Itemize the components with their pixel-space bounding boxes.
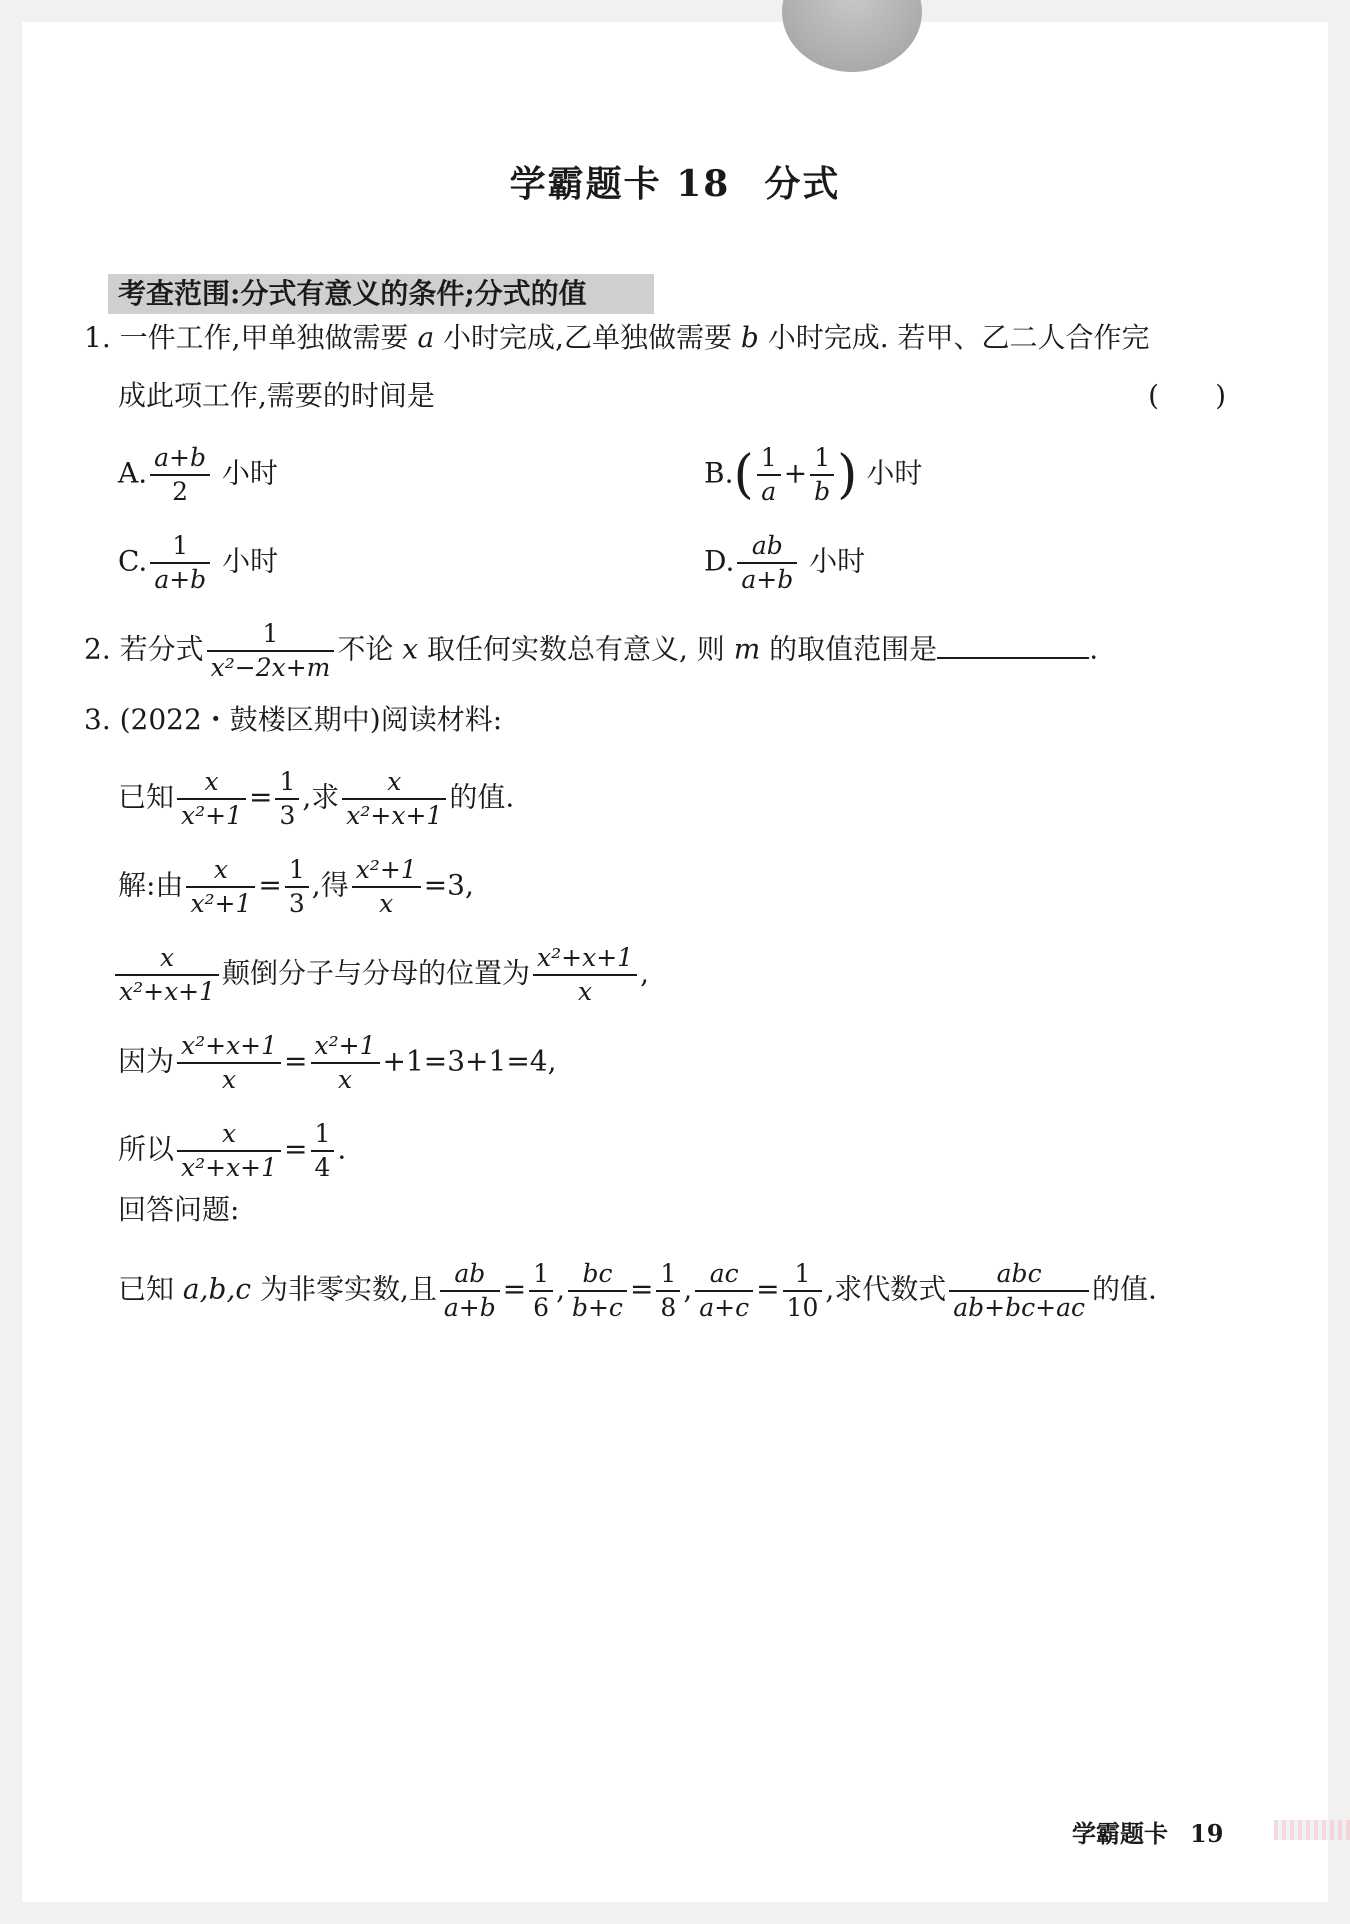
fraction: $\frac{1}{3}$ [275, 768, 299, 830]
fraction: $\frac{1}{a}$ [757, 444, 781, 506]
fraction: $\frac{a+b}{2}$ [150, 444, 210, 506]
fraction: $\frac{1}{6}$ [529, 1260, 553, 1322]
fraction: $\frac{1}{8}$ [656, 1260, 680, 1322]
page-title: 学霸题卡 18 分式 [509, 163, 841, 205]
fraction: $\frac{\text{x²+x+1}}{x}$ [177, 1032, 281, 1094]
fraction: $\frac{1}{3}$ [285, 856, 309, 918]
fraction: $\frac{\text{x²+1}}{x}$ [352, 856, 421, 918]
fraction: $\frac{x}{\text{x²+1}}$ [177, 768, 246, 830]
q3-solution-step4: 所以 $\frac{x}{\text{x²+x+1}}$ = $\frac{1}{4}$ . [118, 1119, 347, 1182]
q3-solution-step1: 解:由 $\frac{x}{\text{x²+1}}$ = $\frac{1}{3}$ ,得 $\frac{\text{x²+1}}{x}$ =3, [118, 855, 474, 918]
q1-stem-line2: 成此项工作,需要的时间是 ( ) [118, 376, 1298, 416]
q1-option-c: C. $\frac{1}{a+b}$ 小时 [118, 531, 279, 594]
fraction: $\frac{ac}{a+c}$ [695, 1260, 753, 1322]
fraction: $\frac{bc}{b+c}$ [568, 1260, 627, 1322]
fraction: $\frac{1}{10}$ [783, 1260, 823, 1322]
q3-question: 已知 a,b,c 为非零实数,且 $\frac{ab}{a+b}$ = $\frac{1}{6}$ , $\frac{bc}{b+c}$ = $\frac{1}{8}$ , $\frac{ac}{a+c}$ = $\frac{1}{10}$ ,求代数式 $\frac{\text{abc}}{ab+bc+ac}$ 的值. [118, 1259, 1157, 1322]
q1-option-b: B.( $\frac{1}{a}$ + $\frac{1}{b}$ ) 小时 [704, 443, 923, 506]
binder-hole [782, 0, 922, 72]
fraction: $\frac{1}{b}$ [810, 444, 834, 506]
q3-given: 已知 $\frac{x}{\text{x²+1}}$ = $\frac{1}{3}$ ,求 $\frac{x}{\text{x²+x+1}}$ 的值. [118, 767, 515, 830]
fraction: $\frac{x}{\text{x²+1}}$ [186, 856, 255, 918]
page-footer: 学霸题卡 19 [1072, 1819, 1224, 1848]
fraction: $\frac{1}{a+b}$ [150, 532, 210, 594]
q3-header: 3. (2022・鼓楼区期中)阅读材料: [84, 703, 503, 736]
fraction: $\frac{1}{4}$ [311, 1120, 335, 1182]
q1-stem-line1: 1. 一件工作,甲单独做需要 a 小时完成,乙单独做需要 b 小时完成. 若甲、乙二人合作完 [84, 321, 1150, 354]
answer-bracket: ( ) [1148, 379, 1226, 412]
fraction: $\frac{\text{abc}}{ab+bc+ac}$ [949, 1260, 1089, 1322]
fraction: $\frac{x}{\text{x²+x+1}}$ [342, 768, 446, 830]
fraction: $\frac{ab}{a+b}$ [440, 1260, 500, 1322]
q1-option-a: A. $\frac{a+b}{2}$ 小时 [118, 443, 278, 506]
worksheet-page [22, 22, 1328, 1902]
q1-option-d: D. $\frac{ab}{a+b}$ 小时 [704, 531, 866, 594]
fraction: $\frac{\text{x²+1}}{x}$ [311, 1032, 380, 1094]
page-number: 19 [1190, 1819, 1224, 1848]
q2-stem: 2. 若分式 $\frac{1}{\text{x²−2x+m}}$ 不论 x 取任何实数总有意义, 则 m 的取值范围是 . [84, 619, 1099, 682]
fraction: $\frac{x}{\text{x²+x+1}}$ [177, 1120, 281, 1182]
q3-solution-step2: $\frac{x}{\text{x²+x+1}}$ 颠倒分子与分母的位置为 $\frac{\text{x²+x+1}}{x}$ , [112, 944, 649, 1006]
q3-question-label: 回答问题: [118, 1193, 240, 1226]
fraction: $\frac{1}{\text{x²−2x+m}}$ [207, 620, 335, 682]
decorative-stamp [1274, 1820, 1350, 1840]
answer-blank [937, 627, 1089, 659]
q3-solution-step3: 因为 $\frac{\text{x²+x+1}}{x}$ = $\frac{\text{x²+1}}{x}$ +1=3+1=4, [118, 1031, 557, 1094]
fraction: $\frac{\text{x²+x+1}}{x}$ [533, 944, 637, 1006]
section-heading: 考查范围:分式有意义的条件;分式的值 [108, 274, 654, 314]
fraction: $\frac{ab}{a+b}$ [737, 532, 797, 594]
fraction: $\frac{x}{\text{x²+x+1}}$ [115, 944, 219, 1006]
